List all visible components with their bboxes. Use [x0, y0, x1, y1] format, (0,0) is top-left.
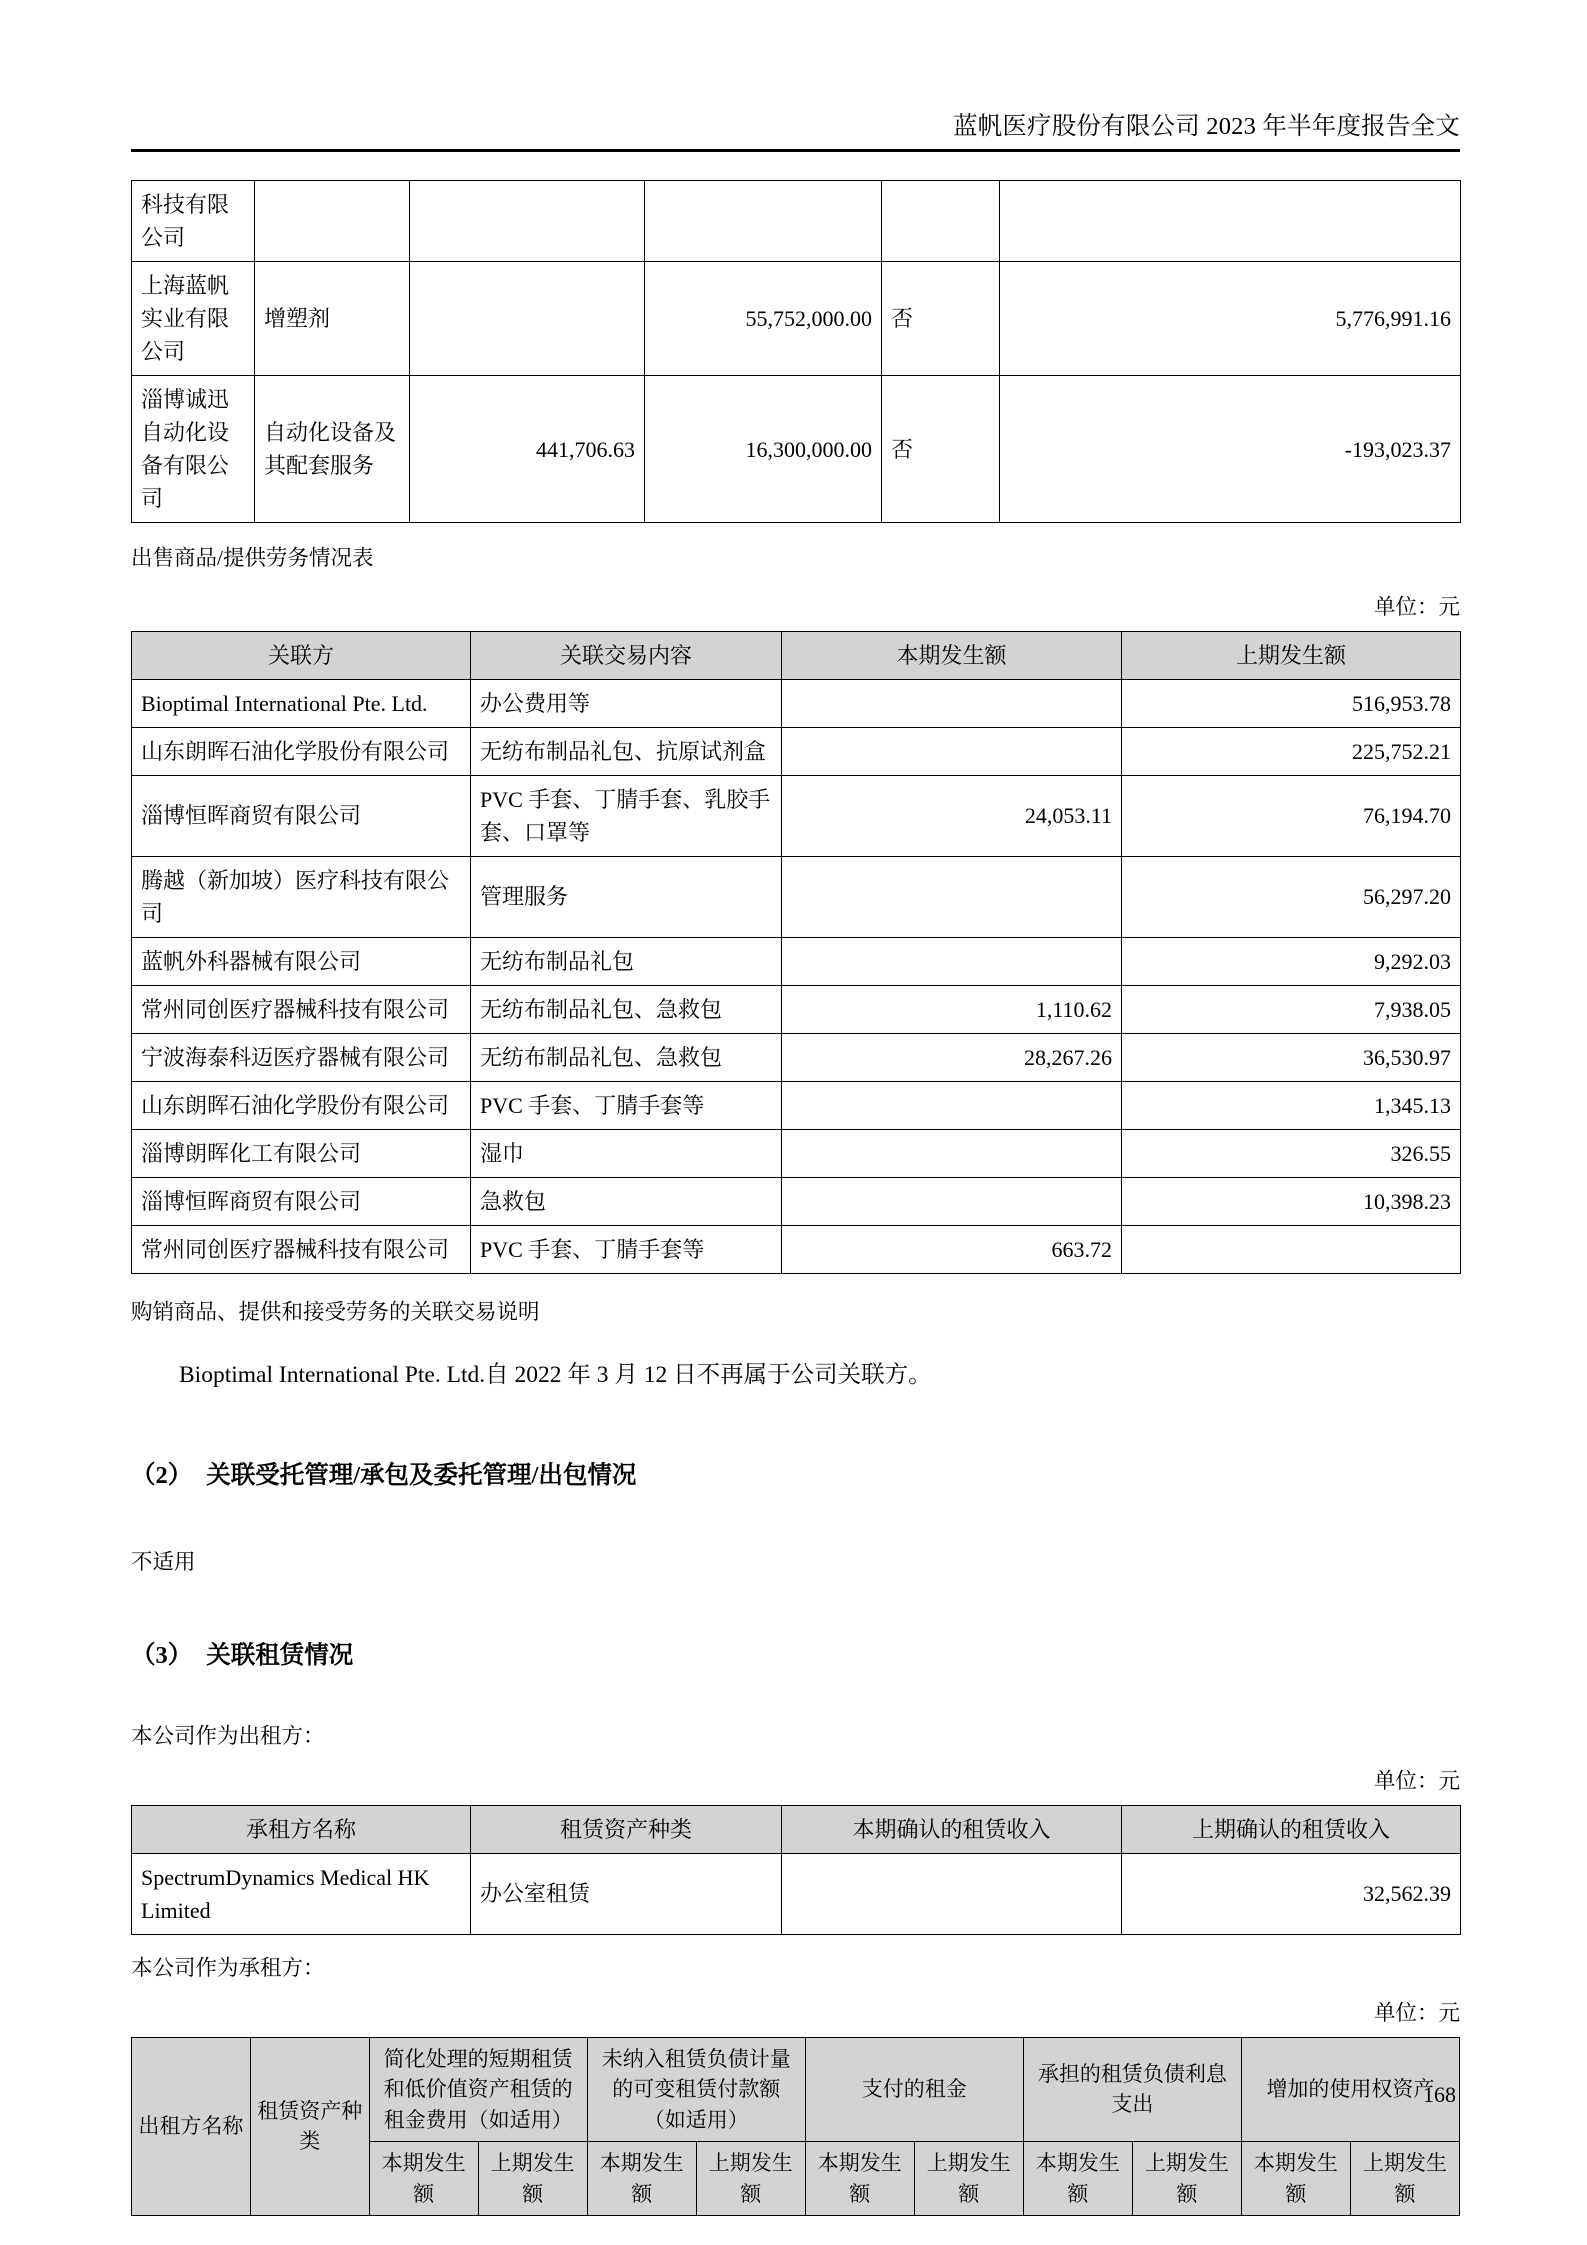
cell-party: 蓝帆外科器械有限公司	[132, 937, 471, 985]
cell-party: 常州同创医疗器械科技有限公司	[132, 985, 471, 1033]
cell-exceeded	[882, 181, 1000, 262]
cell-content: 急救包	[471, 1177, 782, 1225]
column-header-group-rou-asset: 增加的使用权资产	[1241, 2037, 1459, 2141]
cell-current	[782, 1129, 1122, 1177]
table-row	[132, 262, 1461, 376]
cell-prior: 225,752.21	[1122, 727, 1461, 775]
column-header-group-shortterm: 简化处理的短期租赁和低价值资产租赁的租金费用（如适用）	[369, 2037, 587, 2141]
continued-purchase-table	[131, 180, 1461, 523]
subcolumn-header-prior: 上期发生额	[914, 2142, 1023, 2216]
cell-prior: 7,938.05	[1122, 985, 1461, 1033]
section-3-number: （3）	[131, 1642, 193, 1670]
column-header-current: 本期发生额	[782, 631, 1122, 679]
cell-prior	[1122, 1225, 1461, 1273]
table-row	[132, 985, 1461, 1033]
sales-service-table	[131, 631, 1461, 1274]
cell-current	[410, 262, 645, 376]
subcolumn-header-current: 本期发生额	[1241, 2142, 1350, 2216]
cell-current: 28,267.26	[782, 1033, 1122, 1081]
cell-content: 增塑剂	[255, 262, 410, 376]
subcolumn-header-current: 本期发生额	[587, 2142, 696, 2216]
table-row	[132, 1853, 1461, 1934]
lessor-label: 本公司作为出租方：	[131, 1723, 325, 1748]
sales-table-body	[132, 679, 1461, 1273]
lessor-table	[131, 1805, 1461, 1935]
section-2-number: （2）	[131, 1462, 193, 1490]
cell-party: 山东朗晖石油化学股份有限公司	[132, 1081, 471, 1129]
cell-amount: 55,752,000.00	[645, 262, 882, 376]
cell-prior-income: 32,562.39	[1122, 1853, 1461, 1934]
sales-table-caption: 出售商品/提供劳务情况表	[131, 546, 374, 571]
column-header-lessee-name: 承租方名称	[132, 1805, 471, 1853]
cell-prior: 326.55	[1122, 1129, 1461, 1177]
cell-content: 无纺布制品礼包、急救包	[471, 1033, 782, 1081]
column-header-group-interest: 承担的租赁负债利息支出	[1023, 2037, 1241, 2141]
cell-settlement: -193,023.37	[1000, 376, 1461, 523]
cell-content: 办公费用等	[471, 679, 782, 727]
cell-current-income	[782, 1853, 1122, 1934]
cell-party: 淄博诚迅自动化设备有限公司	[132, 376, 255, 523]
cell-amount: 16,300,000.00	[645, 376, 882, 523]
cell-current: 663.72	[782, 1225, 1122, 1273]
section-heading-2	[131, 1458, 1460, 1495]
sales-table-unit: 单位：元	[1373, 594, 1460, 619]
section-2-body: 不适用	[131, 1550, 196, 1575]
cell-party: 上海蓝帆实业有限公司	[132, 262, 255, 376]
table-row	[132, 181, 1461, 262]
cell-amount	[645, 181, 882, 262]
table-row	[132, 1177, 1461, 1225]
cell-current: 24,053.11	[782, 775, 1122, 856]
cell-settlement: 5,776,991.16	[1000, 262, 1461, 376]
column-header-group-rent-paid: 支付的租金	[805, 2037, 1023, 2141]
subcolumn-header-prior: 上期发生额	[696, 2142, 805, 2216]
section-3-title: 关联租赁情况	[206, 1642, 354, 1670]
cell-content: PVC 手套、丁腈手套等	[471, 1081, 782, 1129]
running-header-title: 蓝帆医疗股份有限公司 2023 年半年度报告全文	[952, 113, 1460, 140]
page-number: 168	[1423, 2082, 1456, 2107]
cell-content: 自动化设备及其配套服务	[255, 376, 410, 523]
section-2-title: 关联受托管理/承包及委托管理/出包情况	[206, 1462, 637, 1490]
table-row	[132, 1033, 1461, 1081]
table-row	[132, 376, 1461, 523]
cell-party: 腾越（新加坡）医疗科技有限公司	[132, 856, 471, 937]
cell-content: PVC 手套、丁腈手套等	[471, 1225, 782, 1273]
table-header-row	[132, 631, 1461, 679]
cell-current	[782, 1177, 1122, 1225]
column-header-prior-income: 上期确认的租赁收入	[1122, 1805, 1461, 1853]
cell-content: 无纺布制品礼包、抗原试剂盒	[471, 727, 782, 775]
column-header-party: 关联方	[132, 631, 471, 679]
table-row	[132, 856, 1461, 937]
cell-prior: 9,292.03	[1122, 937, 1461, 985]
cell-current	[782, 937, 1122, 985]
table-header-row	[132, 1805, 1461, 1853]
cell-lessee-name: SpectrumDynamics Medical HK Limited	[132, 1853, 471, 1934]
cell-current	[782, 1081, 1122, 1129]
column-header-current-income: 本期确认的租赁收入	[782, 1805, 1122, 1853]
table-row	[132, 775, 1461, 856]
column-header-asset-type: 租赁资产种类	[471, 1805, 782, 1853]
lessor-table-unit: 单位：元	[1373, 1768, 1460, 1793]
cell-party: 常州同创医疗器械科技有限公司	[132, 1225, 471, 1273]
column-header-group-variable: 未纳入租赁负债计量的可变租赁付款额（如适用）	[587, 2037, 805, 2141]
table-row	[132, 679, 1461, 727]
cell-content: 湿巾	[471, 1129, 782, 1177]
cell-prior: 1,345.13	[1122, 1081, 1461, 1129]
subcolumn-header-current: 本期发生额	[1023, 2142, 1132, 2216]
table-row	[132, 937, 1461, 985]
cell-current: 441,706.63	[410, 376, 645, 523]
cell-prior: 56,297.20	[1122, 856, 1461, 937]
column-header-prior: 上期发生额	[1122, 631, 1461, 679]
table-row	[132, 1225, 1461, 1273]
page-content	[131, 0, 1460, 2216]
table-row	[132, 727, 1461, 775]
transaction-note-body: Bioptimal International Pte. Ltd.自 2022 年 3 月 12 日不再属于公司关联方。	[179, 1362, 932, 1389]
cell-content: 无纺布制品礼包	[471, 937, 782, 985]
cell-prior: 36,530.97	[1122, 1033, 1461, 1081]
cell-party: 淄博朗晖化工有限公司	[132, 1129, 471, 1177]
cell-content: 管理服务	[471, 856, 782, 937]
cell-content: PVC 手套、丁腈手套、乳胶手套、口罩等	[471, 775, 782, 856]
subcolumn-header-current: 本期发生额	[369, 2142, 478, 2216]
cell-prior: 516,953.78	[1122, 679, 1461, 727]
column-header-asset-type: 租赁资产种类	[250, 2037, 369, 2215]
cell-settlement	[1000, 181, 1461, 262]
subcolumn-header-prior: 上期发生额	[1132, 2142, 1241, 2216]
lessee-label: 本公司作为承租方：	[131, 1955, 325, 1980]
cell-party: 科技有限公司	[132, 181, 255, 262]
cell-party: 淄博恒晖商贸有限公司	[132, 1177, 471, 1225]
header-rule	[131, 149, 1460, 152]
column-header-lessor-name: 出租方名称	[132, 2037, 251, 2215]
cell-exceeded: 否	[882, 262, 1000, 376]
transaction-note-title: 购销商品、提供和接受劳务的关联交易说明	[131, 1299, 540, 1324]
running-header	[131, 0, 1460, 141]
subcolumn-header-prior: 上期发生额	[1350, 2142, 1459, 2216]
section-heading-3	[131, 1638, 1460, 1675]
cell-current	[410, 181, 645, 262]
cell-party: 山东朗晖石油化学股份有限公司	[132, 727, 471, 775]
cell-prior: 10,398.23	[1122, 1177, 1461, 1225]
cell-party: 宁波海泰科迈医疗器械有限公司	[132, 1033, 471, 1081]
cell-current: 1,110.62	[782, 985, 1122, 1033]
table-row	[132, 1129, 1461, 1177]
subcolumn-header-prior: 上期发生额	[478, 2142, 587, 2216]
cell-current	[782, 727, 1122, 775]
table-header-row-top	[132, 2037, 1460, 2141]
cell-content	[255, 181, 410, 262]
cell-content: 无纺布制品礼包、急救包	[471, 985, 782, 1033]
table-row	[132, 1081, 1461, 1129]
cell-party: Bioptimal International Pte. Ltd.	[132, 679, 471, 727]
cell-prior: 76,194.70	[1122, 775, 1461, 856]
subcolumn-header-current: 本期发生额	[805, 2142, 914, 2216]
cell-party: 淄博恒晖商贸有限公司	[132, 775, 471, 856]
cell-current	[782, 856, 1122, 937]
cell-exceeded: 否	[882, 376, 1000, 523]
cell-current	[782, 679, 1122, 727]
cell-asset-type: 办公室租赁	[471, 1853, 782, 1934]
lessee-table	[131, 2037, 1460, 2216]
lessee-table-unit: 单位：元	[1373, 2000, 1460, 2025]
column-header-content: 关联交易内容	[471, 631, 782, 679]
